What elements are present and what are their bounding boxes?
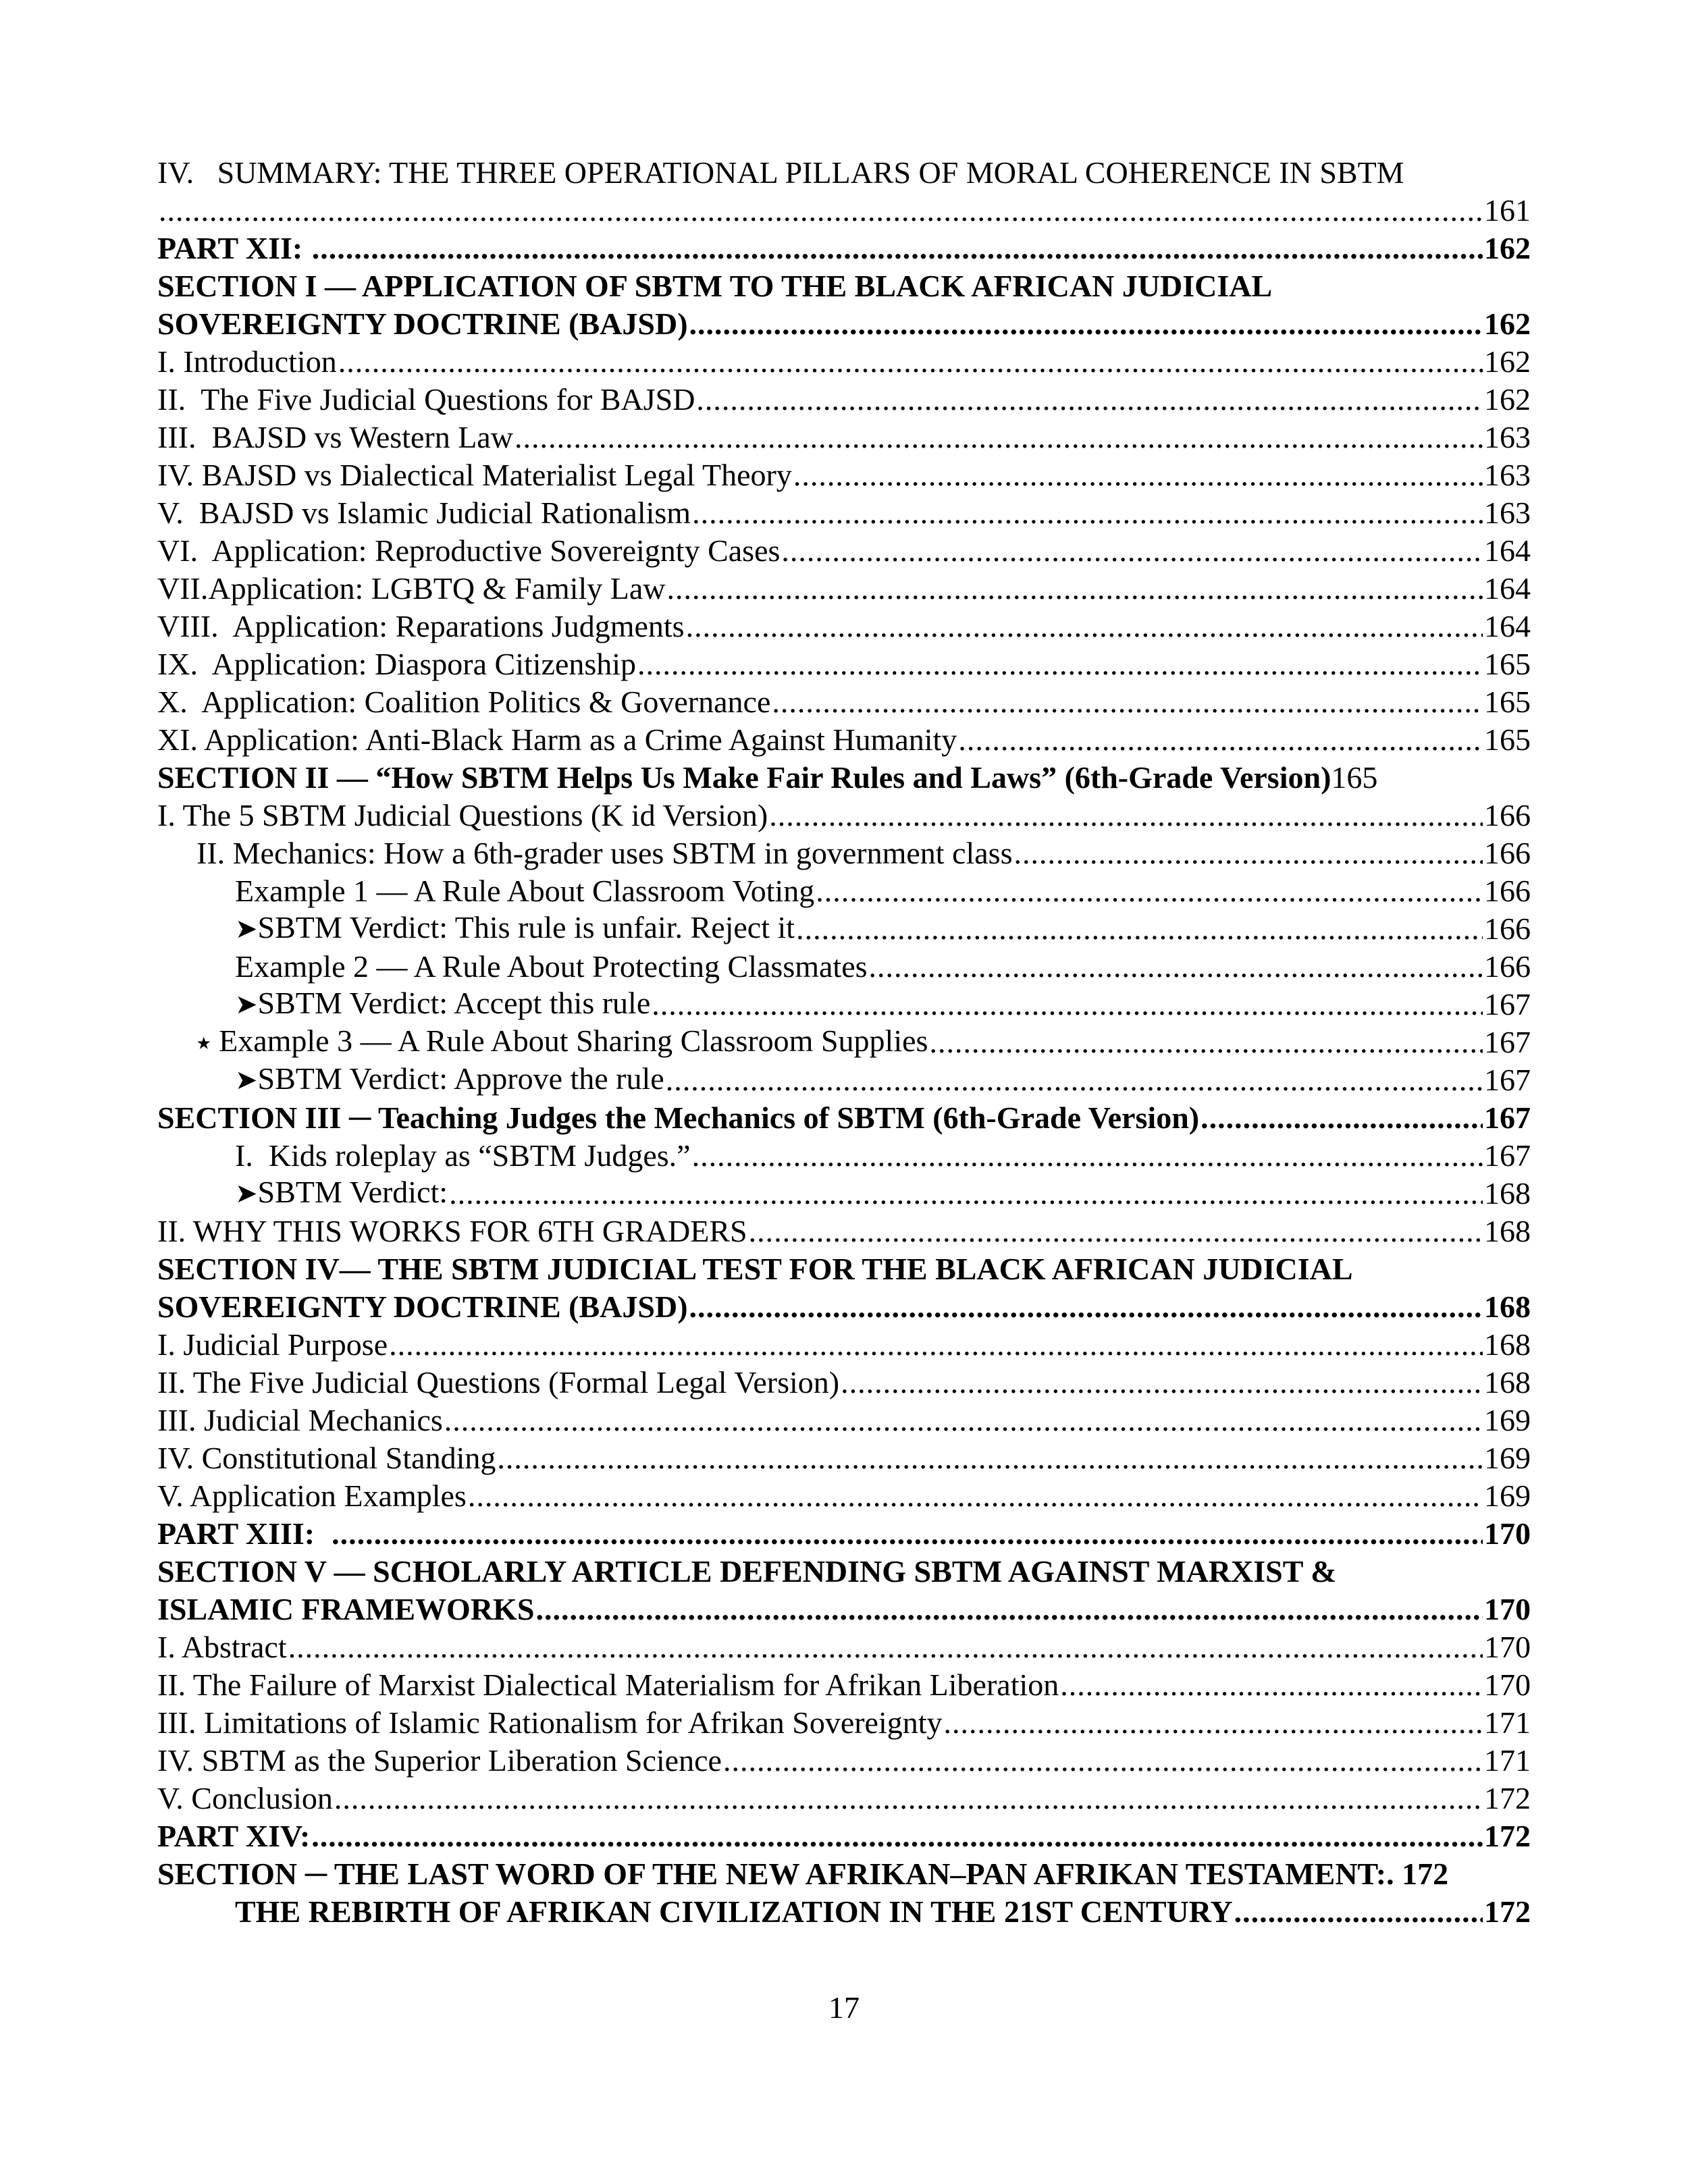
toc-entry-title [157, 1591, 534, 1628]
toc-entry-title [157, 608, 685, 645]
toc-entry-title [157, 1439, 496, 1477]
dot-leader [332, 1515, 1483, 1553]
toc-entry [157, 456, 1531, 494]
toc-entry-title [157, 1855, 1531, 1893]
toc-entry [157, 1553, 1531, 1591]
dot-leader [692, 1137, 1483, 1175]
toc-entry [157, 683, 1531, 721]
toc-entry-text: SECTION ─ THE LAST WORD OF THE NEW AFRIKAN–PAN AFRIKAN TESTAMENT:. 172 [157, 1857, 1449, 1891]
toc-entry-text: SOVEREIGNTY DOCTRINE (BAJSD) [157, 1289, 688, 1324]
toc-entry-page: 166 [1484, 836, 1531, 870]
toc-entry-page: 164 [1484, 533, 1531, 568]
dot-leader [288, 1628, 1483, 1666]
toc-entry-text: Example 2 — A Rule About Protecting Classmates [235, 949, 868, 984]
toc-entry-page: 167 [1484, 1025, 1531, 1059]
dot-leader [389, 1326, 1483, 1364]
dot-leader [869, 948, 1483, 986]
toc-entry-title [157, 1364, 839, 1402]
toc-entry-text: SECTION III ─ Teaching Judges the Mechanics of SBTM (6th-Grade Version) [157, 1100, 1200, 1135]
toc-entry-page: 167 [1484, 1063, 1531, 1097]
dot-leader [444, 1402, 1483, 1439]
dot-leader [723, 1742, 1483, 1780]
toc-entry-text: V. BAJSD vs Islamic Judicial Rationalism [157, 496, 691, 530]
toc-entry-title [157, 1250, 1531, 1288]
toc-entry-text: Example 1 — A Rule About Classroom Voting [235, 874, 815, 908]
toc-entry [157, 1591, 1531, 1628]
dot-leader [944, 1704, 1483, 1742]
toc-entry [157, 1893, 1531, 1931]
dot-leader [1014, 834, 1483, 872]
toc-entry [157, 494, 1531, 532]
toc-entry [157, 1742, 1531, 1780]
toc-entry-title [157, 1817, 310, 1855]
dot-leader [652, 986, 1483, 1023]
toc-entry [157, 1628, 1531, 1666]
toc-entry-title [157, 570, 666, 608]
toc-entry [157, 834, 1531, 872]
toc-entry [157, 532, 1531, 570]
toc-entry [157, 1213, 1531, 1250]
toc-entry [157, 1326, 1531, 1364]
toc-entry-title [235, 1175, 448, 1213]
toc-entry-text: SECTION II — “How SBTM Helps Us Make Fair Rules and Laws” (6th-Grade Version) [157, 760, 1331, 795]
toc-entry-title [157, 305, 688, 343]
toc-entry [157, 759, 1531, 797]
toc-entry [157, 986, 1531, 1023]
toc-entry-title [157, 1099, 1199, 1137]
toc-entry [157, 154, 1531, 192]
toc-entry-page: 167 [1484, 1100, 1531, 1135]
toc-entry-text: ISLAMIC FRAMEWORKS [157, 1592, 535, 1626]
dot-leader [781, 532, 1483, 570]
toc-entry [157, 343, 1531, 381]
dot-leader [772, 683, 1483, 721]
toc-entry-text: SBTM Verdict: This rule is unfair. Reject it [257, 910, 795, 944]
toc-entry [157, 230, 1531, 267]
toc-entry-text: PART XII: [157, 231, 311, 265]
dot-leader [535, 1591, 1483, 1628]
dot-leader [841, 1364, 1483, 1402]
dot-leader [312, 230, 1483, 267]
arrow-bullet-icon: ➤ [235, 989, 258, 1020]
toc-entry-title [157, 721, 957, 759]
toc-entry-title [235, 910, 795, 948]
toc-entry-page: 165 [1484, 722, 1531, 757]
toc-entry-title [157, 759, 1331, 797]
toc-entry [157, 721, 1531, 759]
toc-entry [157, 570, 1531, 608]
toc-entry-text: IV. BAJSD vs Dialectical Materialist Legal Theory [157, 458, 792, 492]
toc-entry-page: 164 [1484, 571, 1531, 606]
toc-entry-title [157, 645, 636, 683]
toc-entry-title [157, 1780, 333, 1817]
toc-entry-text: I. Introduction [157, 344, 337, 379]
toc-entry-text: I. The 5 SBTM Judicial Questions (K id Version) [157, 798, 768, 832]
toc-entry-title [157, 1742, 722, 1780]
toc-entry-page: 169 [1484, 1479, 1531, 1513]
toc-entry-title [157, 343, 337, 381]
toc-entry [157, 1402, 1531, 1439]
toc-entry-text: IV. SBTM as the Superior Liberation Science [157, 1743, 722, 1778]
arrow-bullet-icon: ➤ [235, 1178, 258, 1209]
dot-leader [929, 1023, 1483, 1061]
toc-entry-text: SECTION I — APPLICATION OF SBTM TO THE BLACK AFRICAN JUDICIAL [157, 269, 1273, 303]
toc-entry-title [235, 1893, 1233, 1931]
toc-entry-page: 166 [1484, 911, 1531, 946]
toc-entry-title [157, 494, 691, 532]
toc-entry [157, 872, 1531, 910]
toc-entry-page: 168 [1484, 1176, 1531, 1210]
star-bullet-icon: ⭑ [196, 1027, 211, 1058]
dot-leader [958, 721, 1483, 759]
toc-entry-text: SECTION IV— THE SBTM JUDICIAL TEST FOR THE BLACK AFRICAN JUDICIAL [157, 1252, 1353, 1286]
toc-entry [157, 1780, 1531, 1817]
toc-entry-page: 161 [1484, 193, 1531, 228]
toc-entry-page: 165 [1331, 760, 1378, 795]
dot-leader [1060, 1666, 1483, 1704]
toc-entry [157, 305, 1531, 343]
arrow-bullet-icon: ➤ [235, 913, 258, 944]
toc-entry-page: 172 [1484, 1894, 1531, 1929]
toc-entry-text: IV. Constitutional Standing [157, 1441, 496, 1475]
dot-leader [769, 797, 1483, 834]
toc-entry-title [157, 1515, 330, 1553]
toc-entry-title [157, 267, 1531, 305]
dot-leader [311, 1817, 1483, 1855]
toc-entry-title [157, 230, 311, 267]
toc-entry-page: 166 [1484, 798, 1531, 832]
toc-entry [157, 267, 1531, 305]
toc-entry [157, 1477, 1531, 1515]
toc-entry-text: SECTION V — SCHOLARLY ARTICLE DEFENDING SBTM AGAINST MARXIST & [157, 1554, 1337, 1589]
toc-entry-page: 171 [1484, 1705, 1531, 1740]
dot-leader [637, 645, 1483, 683]
toc-entry-title [196, 834, 1013, 872]
toc-entry-title [157, 419, 513, 456]
toc-entry-page: 167 [1484, 1138, 1531, 1173]
toc-entry [157, 797, 1531, 834]
toc-entry-text: SBTM Verdict: [257, 1175, 448, 1209]
toc-entry-text: IX. Application: Diaspora Citizenship [157, 647, 637, 681]
toc-entry-page: 169 [1484, 1403, 1531, 1437]
toc-entry-title [157, 1326, 388, 1364]
toc-entry-text: SOVEREIGNTY DOCTRINE (BAJSD) [157, 307, 688, 341]
toc-entry-title [157, 1666, 1059, 1704]
toc-entry-text: III. BAJSD vs Western Law [157, 420, 513, 454]
toc-entry-page: 168 [1484, 1327, 1531, 1362]
toc-entry-title [157, 1477, 467, 1515]
dot-leader [497, 1439, 1483, 1477]
toc-entry-text: PART XIV: [157, 1819, 311, 1853]
toc-entry-page: 166 [1484, 874, 1531, 908]
toc-entry-text: V. Conclusion [157, 1781, 333, 1815]
toc-entry-page: 169 [1484, 1441, 1531, 1475]
dot-leader [749, 1213, 1483, 1250]
toc-entry-text: THE REBIRTH OF AFRIKAN CIVILIZATION IN THE 21ST CENTURY [235, 1894, 1233, 1929]
toc-entry [157, 1023, 1531, 1061]
toc-entry-page: 166 [1484, 949, 1531, 984]
toc-entry [157, 1439, 1531, 1477]
dot-leader [1234, 1893, 1483, 1931]
toc-entry-text: VII.Application: LGBTQ & Family Law [157, 571, 666, 606]
toc-entry-text: II. The Five Judicial Questions for BAJSD [157, 382, 695, 417]
toc-entry-title [157, 456, 792, 494]
toc-entry-page: 170 [1484, 1668, 1531, 1702]
toc-entry-title [157, 1213, 747, 1250]
toc-entry-page: 162 [1484, 382, 1531, 417]
toc-entry [157, 910, 1531, 948]
dot-leader [334, 1780, 1483, 1817]
dot-leader [689, 1288, 1483, 1326]
toc-entry-page: 163 [1484, 420, 1531, 454]
toc-entry-page: 170 [1484, 1630, 1531, 1664]
toc-entry [157, 1704, 1531, 1742]
dot-leader [692, 494, 1483, 532]
toc-entry-text: I. Abstract [157, 1630, 287, 1664]
toc-entry-text: XI. Application: Anti-Black Harm as a Crime Against Humanity [157, 722, 957, 757]
dot-leader [666, 1061, 1483, 1099]
toc-entry-text: III. Limitations of Islamic Rationalism for Afrikan Sovereignty [157, 1705, 943, 1740]
toc-entry [157, 1515, 1531, 1553]
dot-leader [468, 1477, 1483, 1515]
toc-entry-page: 163 [1484, 458, 1531, 492]
toc-entry-page: 167 [1484, 987, 1531, 1021]
toc-entry-title [235, 948, 868, 986]
dot-leader [796, 910, 1483, 948]
dot-leader [793, 456, 1483, 494]
toc-entry-title [235, 872, 814, 910]
toc-entry-title [157, 1704, 943, 1742]
dot-leader [159, 192, 1483, 230]
toc-entry-title [157, 1628, 287, 1666]
table-of-contents [157, 154, 1531, 1931]
toc-entry [157, 1855, 1531, 1893]
toc-entry-text: II. The Five Judicial Questions (Formal Legal Version) [157, 1365, 840, 1400]
dot-leader [515, 419, 1483, 456]
toc-entry-title [157, 1288, 688, 1326]
toc-entry-text: Example 3 — A Rule About Sharing Classroom Supplies [219, 1023, 928, 1058]
toc-entry-text: SBTM Verdict: Accept this rule [257, 986, 651, 1020]
toc-entry-page: 162 [1484, 344, 1531, 379]
toc-entry-text: I. Kids roleplay as “SBTM Judges.” [235, 1138, 691, 1173]
toc-entry-text: II. WHY THIS WORKS FOR 6TH GRADERS [157, 1214, 747, 1248]
toc-entry-title [235, 986, 650, 1023]
toc-entry-title [196, 1023, 928, 1061]
toc-entry-title [157, 154, 1531, 192]
toc-entry-text: I. Judicial Purpose [157, 1327, 388, 1362]
dot-leader [338, 343, 1483, 381]
toc-entry [157, 381, 1531, 419]
toc-entry-text: II. Mechanics: How a 6th-grader uses SBTM in government class [196, 836, 1013, 870]
arrow-bullet-icon: ➤ [235, 1065, 258, 1096]
toc-entry [157, 419, 1531, 456]
dot-leader [816, 872, 1483, 910]
toc-entry [157, 948, 1531, 986]
toc-entry-page: 162 [1484, 231, 1531, 265]
toc-entry [157, 1175, 1531, 1213]
toc-entry-title [157, 381, 695, 419]
toc-entry-page: 168 [1484, 1365, 1531, 1400]
toc-entry-title [157, 683, 770, 721]
toc-entry-page: 170 [1484, 1516, 1531, 1551]
toc-entry [157, 1099, 1531, 1137]
page-number: 17 [828, 1990, 860, 2025]
toc-entry-text: V. Application Examples [157, 1479, 467, 1513]
toc-entry-page: 168 [1484, 1289, 1531, 1324]
toc-entry [157, 1666, 1531, 1704]
toc-entry-title [235, 1061, 664, 1099]
dot-leader [689, 305, 1483, 343]
dot-leader [1201, 1099, 1483, 1137]
toc-entry [157, 1364, 1531, 1402]
toc-entry-text: II. The Failure of Marxist Dialectical Materialism for Afrikan Liberation [157, 1668, 1059, 1702]
toc-entry [157, 1137, 1531, 1175]
dot-leader [686, 608, 1483, 645]
toc-entry-text: VI. Application: Reproductive Sovereignty Cases [157, 533, 781, 568]
toc-entry-page: 165 [1484, 647, 1531, 681]
toc-entry-text: III. Judicial Mechanics [157, 1403, 443, 1437]
toc-entry [157, 1288, 1531, 1326]
toc-entry-page: 164 [1484, 609, 1531, 643]
toc-entry-page: 168 [1484, 1214, 1531, 1248]
toc-entry-title [157, 532, 780, 570]
toc-entry-page: 162 [1484, 307, 1531, 341]
toc-entry-title [235, 1137, 691, 1175]
toc-entry-text: PART XIII: [157, 1516, 331, 1551]
toc-entry-title [157, 1402, 443, 1439]
toc-entry-page: 165 [1484, 685, 1531, 719]
toc-entry [157, 1061, 1531, 1099]
dot-leader [449, 1175, 1483, 1213]
toc-entry [157, 192, 1531, 230]
toc-entry-text: VIII. Application: Reparations Judgments [157, 609, 685, 643]
dot-leader [696, 381, 1483, 419]
toc-entry-title [157, 797, 768, 834]
toc-entry-page: 172 [1484, 1781, 1531, 1815]
toc-entry-text: X. Application: Coalition Politics & Governance [157, 685, 771, 719]
toc-entry-page: 163 [1484, 496, 1531, 530]
toc-entry-text: SBTM Verdict: Approve the rule [257, 1061, 664, 1096]
toc-entry [157, 1250, 1531, 1288]
toc-entry [157, 608, 1531, 645]
toc-entry-page: 172 [1484, 1819, 1531, 1853]
toc-entry-page: 170 [1484, 1592, 1531, 1626]
toc-entry-title [157, 1553, 1531, 1591]
toc-entry [157, 645, 1531, 683]
toc-entry-text: IV. SUMMARY: THE THREE OPERATIONAL PILLARS OF MORAL COHERENCE IN SBTM [157, 155, 1404, 190]
toc-entry-page: 171 [1484, 1743, 1531, 1778]
toc-entry [157, 1817, 1531, 1855]
dot-leader [667, 570, 1483, 608]
